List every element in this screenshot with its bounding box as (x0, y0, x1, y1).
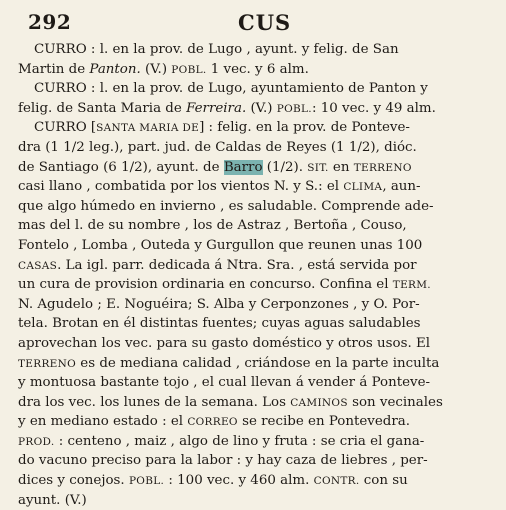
text-line: dices y conejos. POBL. : 100 vec. y 460 alm. CONTR. con su (18, 473, 408, 489)
text-line: aprovechan los vec. para su gasto doméstico y otros usos. El (18, 335, 431, 351)
text-line: Fontelo , Lomba , Outeda y Gurgullon que reunen unas 100 (18, 237, 423, 253)
text-line: y en mediano estado : el CORREO se recibe en Pontevedra. (18, 414, 410, 430)
text-line: de Santiago (6 1/2), ayunt. de Barro (1/2). SIT. en TERRENO (18, 159, 412, 175)
text-line: CURRO : l. en la prov. de Lugo , ayunt. y felig. de San (34, 42, 399, 57)
text-line: dra los vec. los lunes de la semana. Los CAMINOS son vecinales (18, 394, 443, 410)
page-number: 292 (28, 10, 72, 34)
text-line: que algo húmedo en invierno , es saludable. Comprende ade- (18, 198, 434, 214)
text-line: PROD. : centeno , maiz , algo de lino y fruta : se cria el gana- (18, 433, 425, 449)
text-line: un cura de provision ordinaria en concurso. Confina el TERM. (18, 277, 431, 293)
text-line: Martin de Panton. (V.) POBL. 1 vec. y 6 alm. (18, 61, 309, 77)
text-line: y montuosa bastante tojo , el cual llevan á vender á Ponteve- (18, 375, 431, 391)
page-header (18, 10, 500, 40)
text-line: CURRO : l. en la prov. de Lugo, ayuntamiento de Panton y (34, 81, 428, 97)
text-line: N. Agudelo ; E. Noguéira; S. Alba y Cerponzones , y O. Por- (18, 296, 420, 312)
entry-text (18, 40, 500, 510)
text-line: felig. de Santa Maria de Ferreira. (V.) POBL.: 10 vec. y 49 alm. (18, 100, 436, 116)
dictionary-page (18, 10, 500, 510)
text-line: TERRENO es de mediana calidad , criándose en la parte inculta (18, 355, 440, 371)
text-line: ayunt. (V.) (18, 492, 87, 508)
text-line: CASAS. La igl. parr. dedicada á Ntra. Sra. , está servida por (18, 257, 417, 273)
running-head: CUS (238, 10, 292, 35)
text-line: dra (1 1/2 leg.), part. jud. de Caldas de Reyes (1 1/2), dióc. (18, 139, 417, 155)
text-line: do vacuno preciso para la labor : y hay caza de liebres , per- (18, 453, 428, 469)
highlighted-word: Barro (223, 159, 263, 175)
text-line: casi llano , combatida por los vientos N. y S.: el CLIMA, aun- (18, 179, 421, 195)
text-line: CURRO [SANTA MARIA DE] : felig. en la prov. de Ponteve- (34, 120, 410, 136)
text-line: mas del l. de su nombre , los de Astraz , Bertoña , Couso, (18, 218, 407, 234)
text-line: tela. Brotan en él distintas fuentes; cuyas aguas saludables (18, 316, 421, 332)
